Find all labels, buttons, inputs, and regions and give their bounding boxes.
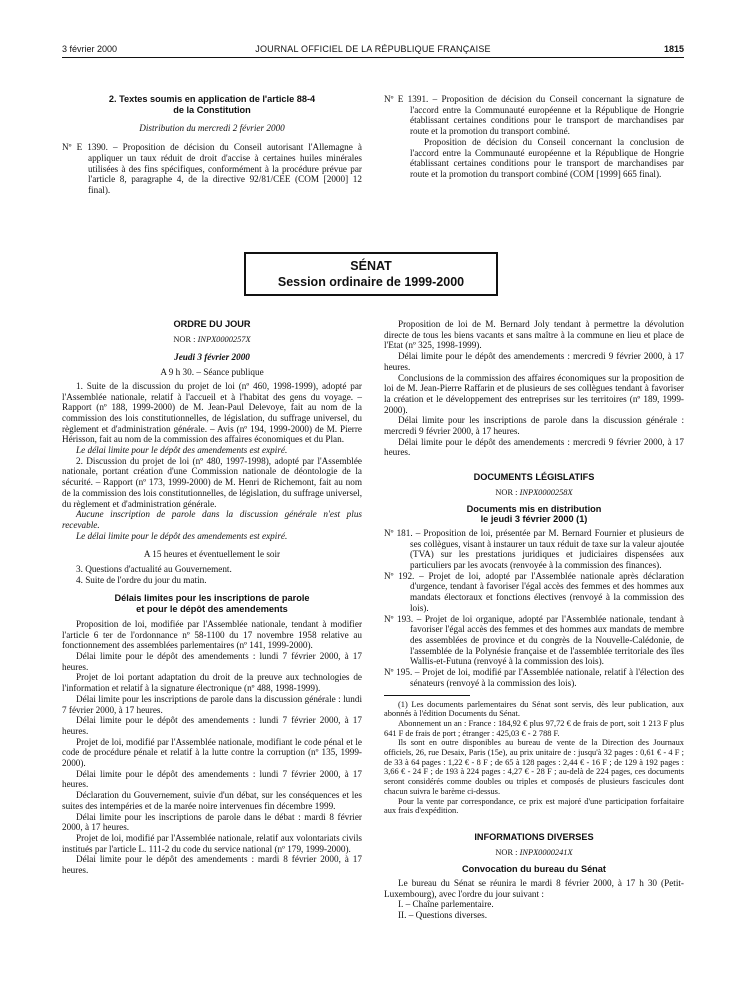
page-header <box>62 44 684 58</box>
delais-item-4-delai: Délai limite pour les inscriptions de parole dans le débat : mardi 8 février 2000, à 17 heures. <box>62 811 362 833</box>
journal-title: JOURNAL OFFICIEL DE LA RÉPUBLIQUE FRANÇAISE <box>255 44 491 54</box>
point-2-note-2: Le délai limite pour le dépôt des amendements est expiré. <box>76 530 288 541</box>
point-1-note: Le délai limite pour le dépôt des amendements est expiré. <box>76 445 288 456</box>
seance-15h: A 15 heures et éventuellement le soir <box>143 549 281 560</box>
point-2: 2. Discussion du projet de loi (nº 480, 1997-1998), adopté par l'Assemblée nationale, portant création d'une Commission nationale de déontologie de la sécurité. – Rapport (nº 173, 1999-2000) de M. Henri de Richemont, fait au nom de la commission des lois constitutionnelles, de législation, du suffrage universel, du règlement et d'administration générale. <box>62 455 362 509</box>
point-3: 3. Questions d'actualité au Gouvernement. <box>76 564 232 575</box>
point-2-note-1: Aucune inscription de parole dans la discussion générale n'est plus recevable. <box>62 509 362 530</box>
doc-195: Nº 195. – Projet de loi, modifié par l'Assemblée nationale, relatif à l'élection des sénateurs (renvoyé à la commission des lois). <box>384 667 684 688</box>
docs-subheading-1: Documents mis en distribution <box>466 503 602 514</box>
footnote-4: Pour la vente par correspondance, ce prix est majoré d'une participation forfaitaire aux frais d'expédition. <box>384 796 684 816</box>
docs-nor-code: INPX0000258X <box>519 487 573 497</box>
ordre-du-jour-title: ORDRE DU JOUR <box>173 319 251 329</box>
distribution-date: Distribution du mercredi 2 février 2000 <box>139 123 285 134</box>
e1391-section <box>384 94 684 180</box>
item-e1391-sub: Proposition de décision du Conseil concernant la conclusion de l'accord entre la Communauté européenne et la République de Hongrie établissant certaines conditions pour le transport de marchandises par route et la promotion du transport combiné (COM [1999] 665 final). <box>410 136 684 179</box>
delais-item-2-delai-1: Délai limite pour les inscriptions de parole dans la discussion générale : lundi 7 février 2000, à 17 heures. <box>62 693 362 715</box>
point-4: 4. Suite de l'ordre du jour du matin. <box>76 574 207 585</box>
delais-item-4: Déclaration du Gouvernement, suivie d'un débat, sur les conséquences et les suites des intempéries et de la marée noire intervenues fin décembre 1999. <box>62 790 362 811</box>
nor-line: NOR : INPX0000257X <box>173 334 251 344</box>
convocation-item-2: II. – Questions diverses. <box>398 910 488 921</box>
docs-nor-line: NOR : INPX0000258X <box>495 487 573 497</box>
info-nor-code: INPX0000241X <box>519 847 573 857</box>
item-e1391: Nº E 1391. – Proposition de décision du Conseil concernant la signature de l'accord entre la Communauté européenne et la République de Hongrie établissant certaines conditions pour le transport de marchandises par route et la promotion du transport combiné. <box>384 94 684 137</box>
convocation-title: Convocation du bureau du Sénat <box>462 864 606 875</box>
right-item-1: Proposition de loi de M. Bernard Joly tendant à permettre la dévolution directe de tous les biens vacants et sans maître à la commune en lieu et place de l'Etat (nº 325, 1998-1999). <box>384 319 684 351</box>
textes-soumis-heading: 2. Textes soumis en application de l'article 88-4 <box>108 94 316 104</box>
delais-item-1: Proposition de loi, modifiée par l'Assemblée nationale, tendant à modifier l'article 6 ter de l'ordonnance nº 58-1100 du 17 novembre 1958 relative au fonctionnement des assemblées parlementaires (nº 141, 1999-2000). <box>62 618 362 651</box>
nor-code: INPX0000257X <box>197 334 251 344</box>
convocation-item-1: I. – Chaîne parlementaire. <box>398 899 494 910</box>
delais-item-1-delai: Délai limite pour le dépôt des amendements : lundi 7 février 2000, à 17 heures. <box>62 650 362 672</box>
delais-item-3: Projet de loi, modifié par l'Assemblée nationale, modifiant le code pénal et le code de procédure pénale et relatif à la lutte contre la corruption (nº 135, 1999-2000). <box>62 736 362 769</box>
right-column <box>384 319 684 921</box>
delais-heading-2: et pour le dépôt des amendements <box>136 604 288 615</box>
page-number: 1815 <box>663 44 684 54</box>
doc-192: Nº 192. – Projet de loi, adopté par l'Assemblée nationale après déclaration d'urgence, tendant à favoriser l'égal accès des femmes et des hommes aux mandats électoraux et fonctions électives (renvoyé à la commission des lois). <box>384 570 684 613</box>
doc-193: Nº 193. – Projet de loi organique, adopté par l'Assemblée nationale, tendant à favoriser l'égal accès des femmes et des hommes aux mandats de membre des assemblées de province et du congrès de la Nouvelle-Calédonie, de l'assemblée de la Polynésie française et de l'assemblée territoriale des îles Wallis-et-Futuna (renvoyé à la commission des lois). <box>384 613 684 667</box>
doc-181: Nº 181. – Proposition de loi, présentée par M. Bernard Fournier et plusieurs de ses collègues, visant à instaurer un taux réduit de taxe sur la valeur ajoutée (TVA) sur les prestations juridiques et judiciaires dispensées aux particuliers par les avocats (renvoyée à la commission des finances). <box>384 527 684 571</box>
textes-soumis-section <box>62 94 362 196</box>
jeudi-date: Jeudi 3 février 2000 <box>174 352 250 363</box>
docs-subheading-2: le jeudi 3 février 2000 (1) <box>480 514 588 525</box>
point-1: 1. Suite de la discussion du projet de loi (nº 460, 1998-1999), adopté par l'Assemblée nationale, relatif à l'accueil et à l'habitat des gens du voyage. – Rapport (nº 188, 1999-2000) de M. Jean-Paul Delevoye, fait au nom de la commission des lois constitutionnelles, de législation, du suffrage universel, du règlement et d'administration générale. – Avis (nº 194, 1999-2000) de M. Pierre Hérisson, fait au nom de la commission des affaires économiques et du Plan. <box>62 380 362 445</box>
header-date: 3 février 2000 <box>62 44 118 54</box>
textes-soumis-heading-2: de la Constitution <box>173 104 251 115</box>
ordre-du-jour-column <box>62 319 362 876</box>
senat-title: SÉNAT <box>350 259 392 273</box>
delais-item-2-delai-2: Délai limite pour le dépôt des amendements : lundi 7 février 2000, à 17 heures. <box>62 715 362 736</box>
seance-9h30: A 9 h 30. – Séance publique <box>160 367 264 378</box>
right-item-2-delai-1: Délai limite pour les inscriptions de parole dans la discussion générale : mercredi 9 février 2000, à 17 heures. <box>384 415 684 437</box>
footnote-2: Abonnement un an : France : 184,92 € plus 97,72 € de frais de port, soit 1 213 F plus 641 F de frais de port ; étranger : 425,03 € - 2 788 F. <box>384 718 684 738</box>
footnote-3: Ils sont en outre disponibles au bureau de vente de la Direction des Journaux officiels, 26, rue Desaix, Paris (15e), au prix unitaire de : jusqu'à 32 pages : 0,61 € - 4 F ; de 33 à 64 pages : 1,22 € - 8 F ; de 65 à 128 pages : 2,44 € - 16 F ; de 129 à 192 pages : 3,66 € - 24 F ; de 193 à 224 pages : 4,27 € - 28 F ; au-delà de 224 pages, ces documents seront considérés comme doubles ou triples et composés de plusieurs fascicules dont chacun suivra le barème ci-dessus. <box>384 738 684 796</box>
session-title: Session ordinaire de 1999-2000 <box>277 275 465 289</box>
senat-session-box <box>244 252 498 296</box>
convocation-text: Le bureau du Sénat se réunira le mardi 8 février 2000, à 17 h 30 (Petit-Luxembourg), avec l'ordre du jour suivant : <box>384 878 684 899</box>
right-item-2-delai-2: Délai limite pour le dépôt des amendements : mercredi 9 février 2000, à 17 heures. <box>384 436 684 458</box>
delais-item-5-delai: Délai limite pour le dépôt des amendements : mardi 8 février 2000, à 17 heures. <box>62 854 362 876</box>
item-e1390: Nº E 1390. – Proposition de décision du Conseil autorisant l'Allemagne à appliquer un taux réduit de droit d'accise à certaines huiles minérales utilisées à des fins spécifiques, conformément à la procédure prévue par l'article 8, paragraphe 4, de la directive 92/81/CEE (COM [2000] 12 final). <box>62 142 362 195</box>
footnote-1: (1) Les documents parlementaires du Sénat sont servis, dès leur publication, aux abonnés à l'édition Documents du Sénat. <box>384 699 684 719</box>
delais-heading-1: Délais limites pour les inscriptions de parole <box>114 593 310 604</box>
right-item-1-delai: Délai limite pour le dépôt des amendements : mercredi 9 février 2000, à 17 heures. <box>384 351 684 372</box>
info-nor-line: NOR : INPX0000241X <box>495 847 573 857</box>
documents-legislatifs-title: DOCUMENTS LÉGISLATIFS <box>473 472 595 483</box>
delais-item-3-delai: Délai limite pour le dépôt des amendements : lundi 7 février 2000, à 17 heures. <box>62 768 362 790</box>
right-item-2: Conclusions de la commission des affaires économiques sur la proposition de loi de M. Jean-Pierre Raffarin et de plusieurs de ses collègues tendant à favoriser la création et le développement des entreprises sur les territoires (nº 189, 1999-2000). <box>384 372 684 415</box>
footnote-divider <box>384 695 470 696</box>
informations-diverses-title: INFORMATIONS DIVERSES <box>474 831 594 842</box>
delais-item-2: Projet de loi portant adaptation du droit de la preuve aux technologies de l'information et relatif à la signature électronique (nº 488, 1998-1999). <box>62 672 362 694</box>
delais-item-5: Projet de loi, modifié par l'Assemblée nationale, relatif aux volontariats civils institués par l'article L. 111-2 du code du service national (nº 179, 1999-2000). <box>62 832 362 854</box>
